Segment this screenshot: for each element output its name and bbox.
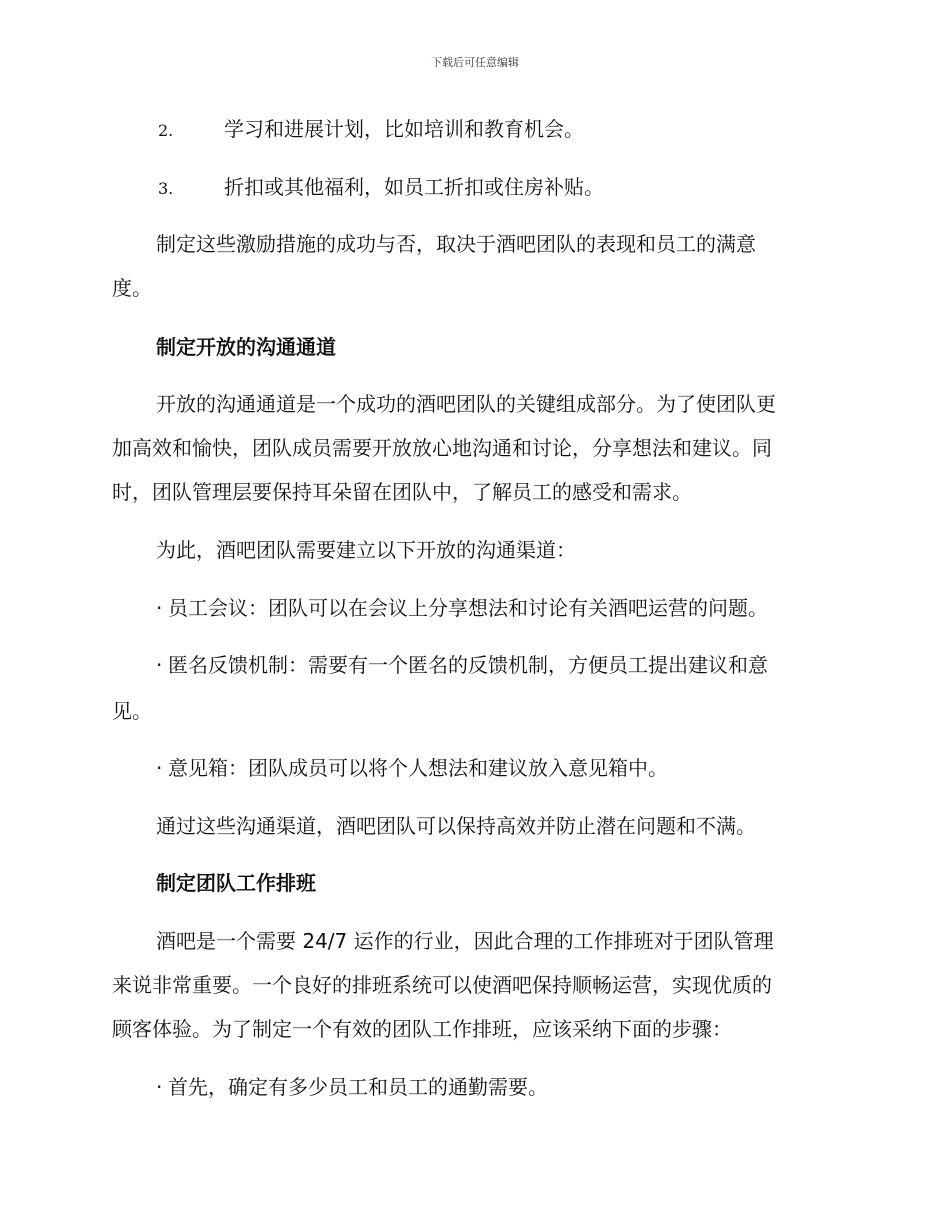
list-item-text: 学习和进展计划，比如培训和教育机会。: [224, 117, 584, 141]
list-item-2: [158, 115, 584, 145]
list-item-text: 折扣或其他福利，如员工折扣或住房补贴。: [224, 175, 604, 199]
paragraph-line: 通过这些沟通渠道，酒吧团队可以保持高效并防止潜在问题和不满。: [156, 814, 756, 838]
paragraph-line: 加高效和愉快，团队成员需要开放放心地沟通和讨论，分享想法和建议。同: [112, 436, 772, 460]
bullet-text: 意见箱：团队成员可以将个人想法和建议放入意见箱中。: [168, 756, 668, 780]
bullet-text: 员工会议：团队可以在会议上分享想法和讨论有关酒吧运营的问题。: [168, 596, 768, 620]
paragraph-line: 酒吧是一个需要 24/7 运作的行业，因此合理的工作排班对于团队管理: [156, 929, 774, 953]
bullet-text: 首先，确定有多少员工和员工的通勤需要。: [168, 1075, 548, 1099]
bullet-item: [156, 1073, 548, 1101]
list-item-3: [158, 173, 604, 203]
paragraph-line: 来说非常重要。一个良好的排班系统可以使酒吧保持顺畅运营，实现优质的: [112, 973, 772, 997]
header-note: 下载后可任意编辑: [431, 56, 519, 69]
bullet-dot: ·: [156, 596, 163, 620]
paragraph-line: 顾客体验。为了制定一个有效的团队工作排班，应该采纳下面的步骤：: [112, 1017, 732, 1041]
section-heading: 制定团队工作排班: [156, 871, 316, 895]
bullet-dot: ·: [156, 756, 163, 780]
bullet-dot: ·: [156, 653, 163, 677]
paragraph-line: 时，团队管理层要保持耳朵留在团队中，了解员工的感受和需求。: [112, 480, 692, 504]
paragraph-line: 开放的沟通通道是一个成功的酒吧团队的关键组成部分。为了使团队更: [156, 392, 776, 416]
paragraph-line: 为此，酒吧团队需要建立以下开放的沟通渠道：: [156, 538, 576, 562]
section-heading: 制定开放的沟通通道: [156, 335, 336, 359]
bullet-dot: ·: [156, 1075, 163, 1099]
bullet-text: 匿名反馈机制：需要有一个匿名的反馈机制，方便员工提出建议和意: [168, 653, 768, 677]
paragraph-line: 度。: [112, 276, 152, 300]
paragraph-line: 见。: [112, 699, 152, 723]
bullet-item: [156, 651, 768, 679]
bullet-item: [156, 594, 768, 622]
list-number: 3.: [158, 179, 174, 198]
list-number: 2.: [158, 121, 174, 140]
bullet-item: [156, 754, 668, 782]
paragraph-line: 制定这些激励措施的成功与否，取决于酒吧团队的表现和员工的满意: [156, 232, 756, 256]
